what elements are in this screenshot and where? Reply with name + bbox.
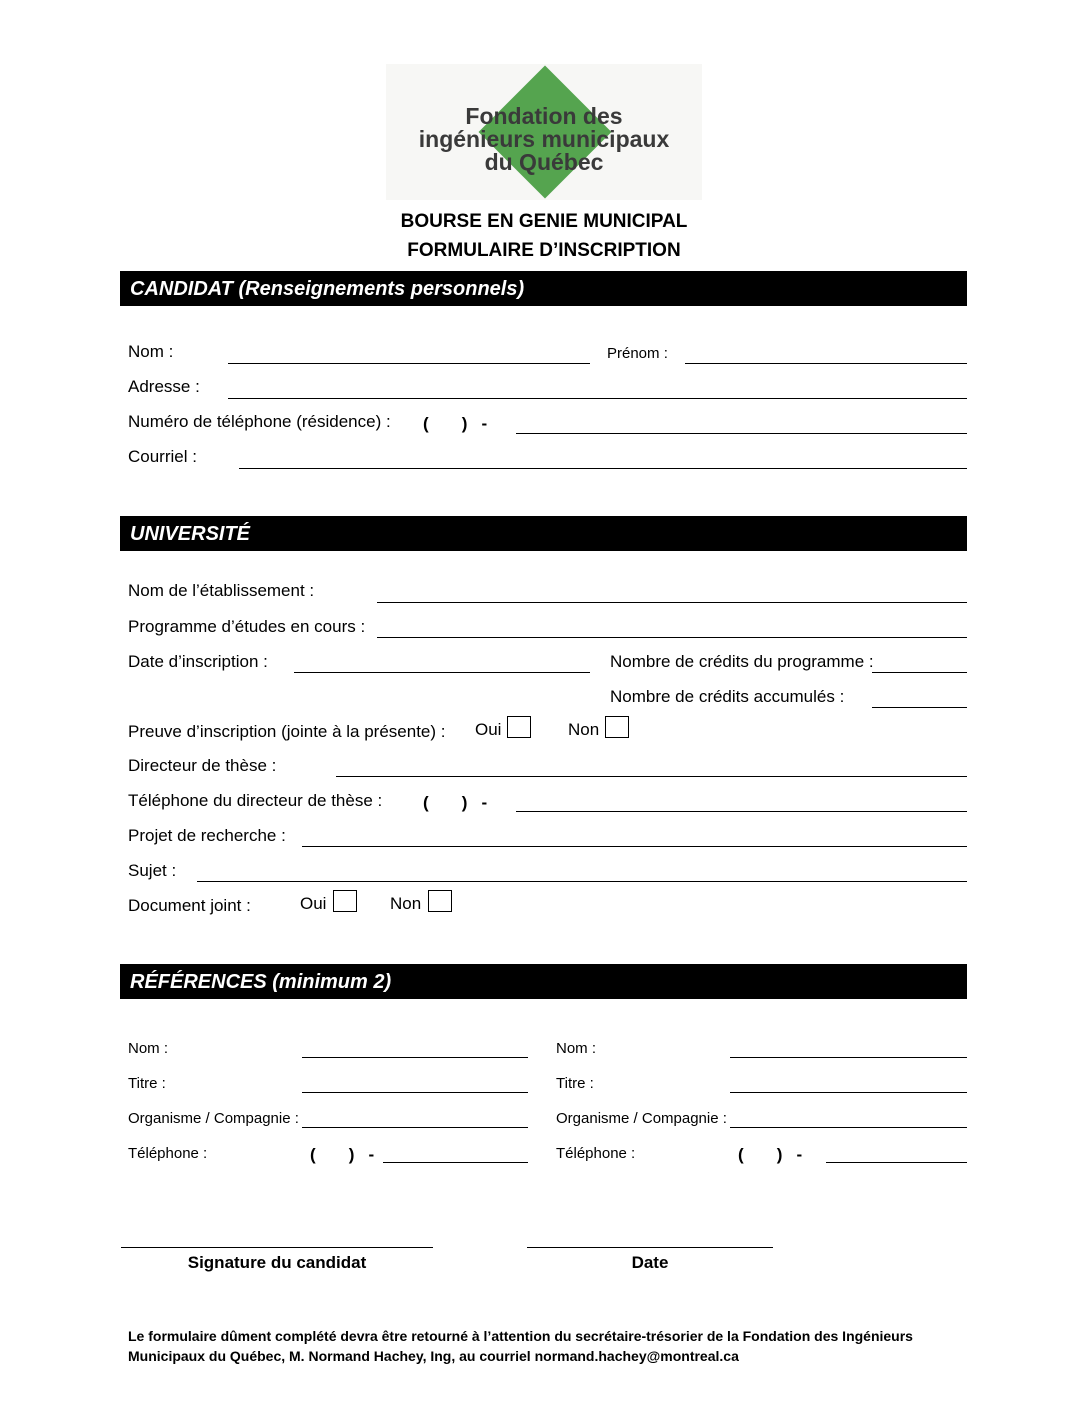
date-field[interactable] xyxy=(527,1247,773,1248)
projet-label: Projet de recherche : xyxy=(128,826,286,845)
etablissement-field[interactable] xyxy=(377,602,967,603)
directeur-field[interactable] xyxy=(336,776,967,777)
ref2-nom-field[interactable] xyxy=(730,1057,967,1058)
sujet-label: Sujet : xyxy=(128,861,177,880)
preuve-oui-checkbox[interactable] xyxy=(507,716,531,738)
ref1-organisme-label: Organisme / Compagnie : xyxy=(128,1110,299,1127)
document-oui-checkbox[interactable] xyxy=(333,890,357,912)
phone-area-code-format: ( ) - xyxy=(423,414,488,433)
prenom-label: Prénom : xyxy=(607,345,668,362)
etablissement-label: Nom de l’établissement : xyxy=(128,581,315,600)
ref1-nom-field[interactable] xyxy=(302,1057,528,1058)
logo-text-line-3: du Québec xyxy=(484,149,604,175)
signature-field[interactable] xyxy=(121,1247,433,1248)
preuve-non-label: Non xyxy=(568,720,600,739)
courriel-field[interactable] xyxy=(239,468,967,469)
date-inscription-field[interactable] xyxy=(294,672,590,673)
document-non-label: Non xyxy=(390,894,422,913)
date-inscription-label: Date d’inscription : xyxy=(128,652,268,671)
logo-text-line-1: Fondation des xyxy=(465,103,623,129)
telephone-label: Numéro de téléphone (résidence) : xyxy=(128,412,391,431)
preuve-inscription-label: Preuve d’inscription (jointe à la présente) : xyxy=(128,722,446,741)
ref1-phone-format: ( ) - xyxy=(310,1145,375,1164)
directeur-label: Directeur de thèse : xyxy=(128,756,277,775)
credits-accumules-field[interactable] xyxy=(872,707,967,708)
form-title: BOURSE EN GENIE MUNICIPAL xyxy=(400,211,688,232)
ref1-telephone-label: Téléphone : xyxy=(128,1145,208,1162)
ref1-titre-label: Titre : xyxy=(128,1075,166,1092)
courriel-label: Courriel : xyxy=(128,447,197,466)
ref2-organisme-field[interactable] xyxy=(730,1127,967,1128)
projet-field[interactable] xyxy=(302,846,967,847)
signature-label: Signature du candidat xyxy=(187,1253,367,1272)
sujet-field[interactable] xyxy=(197,881,967,882)
ref1-titre-field[interactable] xyxy=(302,1092,528,1093)
preuve-oui-label: Oui xyxy=(475,720,502,739)
telephone-field[interactable] xyxy=(516,433,967,434)
form-subtitle: FORMULAIRE D’INSCRIPTION xyxy=(407,240,681,261)
document-non-checkbox[interactable] xyxy=(428,890,452,912)
document-oui-label: Oui xyxy=(300,894,327,913)
document-joint-label: Document joint : xyxy=(128,896,251,915)
ref1-telephone-field[interactable] xyxy=(383,1162,528,1163)
logo-text-line-2: ingénieurs municipaux xyxy=(418,126,670,152)
directeur-phone-format: ( ) - xyxy=(423,793,488,812)
programme-label: Programme d’études en cours : xyxy=(128,617,366,636)
credits-programme-label: Nombre de crédits du programme : xyxy=(610,652,874,671)
tel-directeur-label: Téléphone du directeur de thèse : xyxy=(128,791,383,810)
programme-field[interactable] xyxy=(377,637,967,638)
ref2-titre-label: Titre : xyxy=(556,1075,594,1092)
ref2-nom-label: Nom : xyxy=(556,1040,597,1057)
ref2-telephone-field[interactable] xyxy=(826,1162,967,1163)
credits-accumules-label: Nombre de crédits accumulés : xyxy=(610,687,845,706)
ref2-titre-field[interactable] xyxy=(730,1092,967,1093)
nom-field[interactable] xyxy=(228,363,590,364)
ref2-organisme-label: Organisme / Compagnie : xyxy=(556,1110,727,1127)
footer-instructions-line-1: Le formulaire dûment complété devra être retourné à l’attention du secrétaire-trésorier de la Fondation des Ingénieurs xyxy=(128,1328,913,1344)
preuve-non-checkbox[interactable] xyxy=(605,716,629,738)
footer-instructions-line-2: Municipaux du Québec, M. Normand Hachey, Ing, au courriel normand.hachey@montreal.ca xyxy=(128,1348,739,1364)
foundation-logo xyxy=(386,64,702,200)
adresse-label: Adresse : xyxy=(128,377,200,396)
ref2-phone-format: ( ) - xyxy=(738,1145,803,1164)
tel-directeur-field[interactable] xyxy=(516,811,967,812)
ref1-nom-label: Nom : xyxy=(128,1040,169,1057)
nom-label: Nom : xyxy=(128,342,174,361)
section-header-references: RÉFÉRENCES (minimum 2) xyxy=(120,964,967,999)
section-header-candidat: CANDIDAT (Renseignements personnels) xyxy=(120,271,967,306)
date-label: Date xyxy=(631,1253,669,1272)
ref2-telephone-label: Téléphone : xyxy=(556,1145,636,1162)
ref1-organisme-field[interactable] xyxy=(302,1127,528,1128)
prenom-field[interactable] xyxy=(685,363,967,364)
adresse-field[interactable] xyxy=(228,398,967,399)
section-header-universite: UNIVERSITÉ xyxy=(120,516,967,551)
credits-programme-field[interactable] xyxy=(872,672,967,673)
